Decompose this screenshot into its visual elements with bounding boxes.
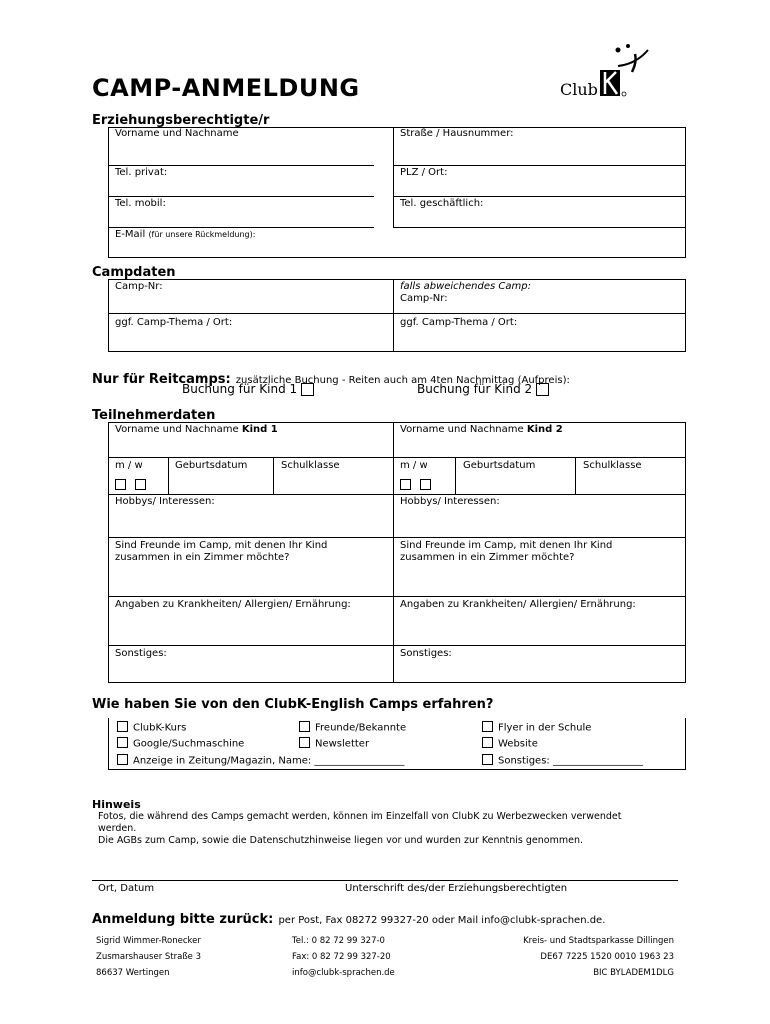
kind1-hobbies-label: Hobbys/ Interessen: — [115, 496, 215, 507]
riding-kid2-checkbox[interactable] — [536, 383, 549, 396]
participants-heading: Teilnehmerdaten — [92, 408, 216, 423]
kind2-hobbies-label: Hobbys/ Interessen: — [400, 496, 500, 507]
checkbox[interactable] — [482, 737, 493, 748]
source-option-website[interactable] — [482, 738, 538, 750]
email-note: (für unsere Rückmeldung): — [148, 230, 256, 239]
checkbox[interactable] — [117, 737, 128, 748]
return-text: per Post, Fax 08272 99327-20 oder Mail info@clubk-sprachen.de. — [278, 915, 606, 926]
place-date-label: Ort, Datum — [98, 883, 155, 894]
option-label: Sonstiges: __________________ — [498, 755, 643, 767]
kind2-other-label: Sonstiges: — [400, 648, 452, 659]
kind2-m-checkbox[interactable] — [400, 479, 411, 490]
kind1-label: Kind 1 — [241, 424, 278, 435]
source-heading: Wie haben Sie von den ClubK-English Camps erfahren? — [92, 697, 494, 712]
riding-heading: Nur für Reitcamps: — [92, 372, 231, 387]
kind1-gender-label: m / w — [115, 460, 143, 471]
kind2-friends-label: Sind Freunde im Camp, mit denen Ihr Kind zusammen in ein Zimmer möchte? — [400, 540, 613, 563]
footer-iban: DE67 7225 1520 0010 1963 23 — [540, 952, 674, 962]
checkbox[interactable] — [299, 721, 310, 732]
riding-kid2 — [417, 382, 549, 396]
kind1-w-checkbox[interactable] — [135, 479, 146, 490]
kind1-health-label: Angaben zu Krankheiten/ Allergien/ Ernährung: — [115, 599, 351, 610]
riding-kid1-checkbox[interactable] — [301, 383, 314, 396]
clubk-logo — [556, 42, 656, 104]
kind2-school-label: Schulklasse — [583, 460, 642, 471]
checkbox[interactable] — [117, 721, 128, 732]
source-option-google[interactable] — [117, 738, 244, 750]
option-label: Anzeige in Zeitung/Magazin, Name: __________________ — [133, 755, 405, 767]
footer-name: Sigrid Wimmer-Ronecker — [96, 936, 201, 946]
return-heading: Anmeldung bitte zurück: — [92, 912, 274, 927]
note-line3: Die AGBs zum Camp, sowie die Datenschutzhinweise liegen vor und wurden zur Kenntnis genommen. — [98, 835, 584, 846]
note-heading: Hinweis — [92, 798, 141, 811]
checkbox[interactable] — [482, 721, 493, 732]
signature-label: Unterschrift des/der Erziehungsberechtigten — [345, 883, 568, 894]
source-option-zeitung[interactable] — [117, 755, 404, 767]
footer-email[interactable]: info@clubk-sprachen.de — [292, 968, 395, 978]
option-label: Google/Suchmaschine — [133, 738, 245, 750]
kind2-w-checkbox[interactable] — [420, 479, 431, 490]
email-label — [115, 229, 255, 240]
source-option-clubk-kurs[interactable] — [117, 722, 186, 734]
camp-nr-label: Camp-Nr: — [115, 281, 163, 292]
kind1-friends-label: Sind Freunde im Camp, mit denen Ihr Kind zusammen in ein Zimmer möchte? — [115, 540, 328, 563]
guardian-heading: Erziehungsberechtigte/r — [92, 113, 270, 128]
option-label: Flyer in der Schule — [498, 722, 592, 734]
note-line2: werden. — [98, 823, 137, 834]
kind2-birthdate-label: Geburtsdatum — [463, 460, 536, 471]
email-label-text: E-Mail — [115, 229, 146, 240]
kind2-health-label: Angaben zu Krankheiten/ Allergien/ Ernährung: — [400, 599, 636, 610]
riding-kid2-label: Buchung für Kind 2 — [417, 382, 533, 396]
alt-camp-theme-label: ggf. Camp-Thema / Ort: — [400, 317, 518, 328]
option-label: ClubK-Kurs — [133, 722, 187, 734]
logo-text: Club — [560, 80, 598, 99]
source-option-newsletter[interactable] — [299, 738, 369, 750]
phone-mobile-label: Tel. mobil: — [115, 198, 166, 209]
note-line1: Fotos, die während des Camps gemacht werden, können im Einzelfall von ClubK zu Werbezwecken verwendet — [98, 811, 622, 822]
footer-fax: Fax: 0 82 72 99 327-20 — [292, 952, 391, 962]
alt-camp-note: falls abweichendes Camp: — [400, 281, 531, 292]
return-row — [92, 908, 605, 927]
page-title: CAMP-ANMELDUNG — [92, 74, 360, 102]
alt-camp-nr-label: Camp-Nr: — [400, 293, 448, 304]
footer-phone: Tel.: 0 82 72 99 327-0 — [292, 936, 385, 946]
riding-desc: zusätzliche Buchung - Reiten auch am 4ten Nachmittag (Aufpreis): — [235, 375, 570, 386]
option-label: Website — [498, 738, 538, 750]
kind1-other-label: Sonstiges: — [115, 648, 167, 659]
kind1-m-checkbox[interactable] — [115, 479, 126, 490]
camp-theme-label: ggf. Camp-Thema / Ort: — [115, 317, 233, 328]
source-option-flyer[interactable] — [482, 722, 591, 734]
kind1-birthdate-label: Geburtsdatum — [175, 460, 248, 471]
option-label: Newsletter — [315, 738, 370, 750]
kind2-label: Kind 2 — [526, 424, 563, 435]
kind1-school-label: Schulklasse — [281, 460, 340, 471]
footer-bank: Kreis- und Stadtsparkasse Dillingen — [523, 936, 674, 946]
camp-heading: Campdaten — [92, 265, 176, 280]
kind2-name-label — [400, 424, 563, 435]
kind1-name-label — [115, 424, 278, 435]
zip-city-label: PLZ / Ort: — [400, 167, 448, 178]
checkbox[interactable] — [482, 754, 493, 765]
kind2-name-prefix: Vorname und Nachname — [400, 424, 524, 435]
footer-bic: BIC BYLADEM1DLG — [593, 968, 674, 978]
checkbox[interactable] — [299, 737, 310, 748]
phone-private-label: Tel. privat: — [115, 167, 168, 178]
street-label: Straße / Hausnummer: — [400, 128, 514, 139]
riding-kid1-label: Buchung für Kind 1 — [182, 382, 298, 396]
kind2-gender-checkboxes — [400, 474, 431, 493]
phone-business-label: Tel. geschäftlich: — [400, 198, 484, 209]
source-option-freunde[interactable] — [299, 722, 406, 734]
kind2-gender-label: m / w — [400, 460, 428, 471]
checkbox[interactable] — [117, 754, 128, 765]
riding-kid1 — [182, 382, 314, 396]
guardian-name-label: Vorname und Nachname — [115, 128, 239, 139]
option-label: Freunde/Bekannte — [315, 722, 407, 734]
footer-city: 86637 Wertingen — [96, 968, 170, 978]
footer-street: Zusmarshauser Straße 3 — [96, 952, 202, 962]
kind1-gender-checkboxes — [115, 474, 146, 493]
kind1-name-prefix: Vorname und Nachname — [115, 424, 239, 435]
camp-box — [108, 279, 686, 352]
source-option-sonstiges[interactable] — [482, 755, 643, 767]
